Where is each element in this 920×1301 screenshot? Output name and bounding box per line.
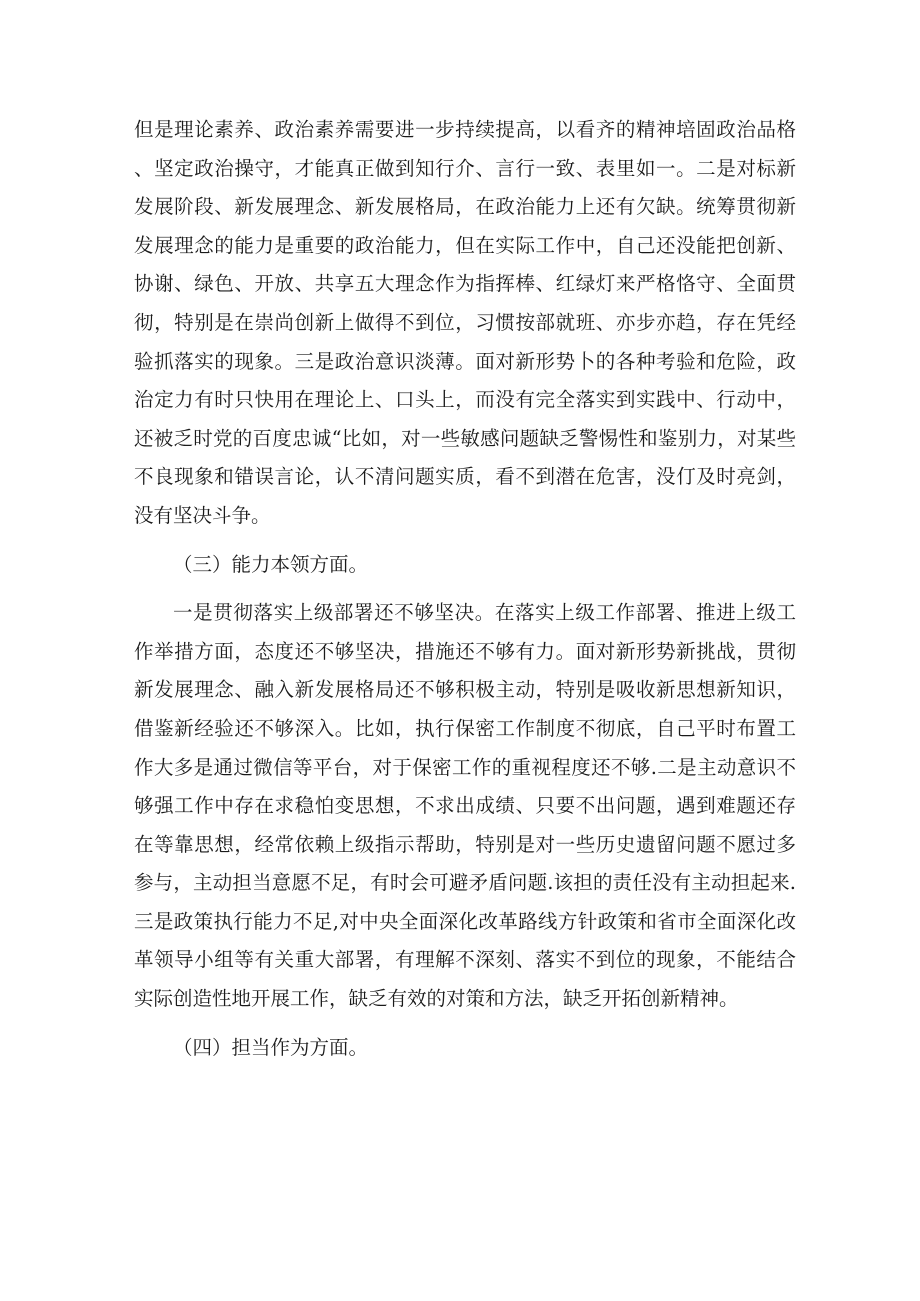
document-body	[134, 111, 796, 1067]
paragraph-gap	[134, 536, 796, 546]
paragraph-gap	[134, 1019, 796, 1029]
section-heading-responsibility: （四）担当作为方面。	[173, 1035, 369, 1059]
paragraph-political-ability: 但是理论素养、政治素养需要进一步持续提高，以看齐的精神培固政治品格、坚定政治操守，才能真正做到知行介、言行一致、表里如一。二是对标新发展阶段、新发展理念、新发展格局，在政治能力上还有欠缺。统筹贯彻新发展理念的能力是重要的政治能力，但在实际工作中，自己还没能把创新、协谢、绿色、开放、共享五大理念作为指挥棒、红绿灯来严格恪守、全面贯彻，特别是在崇尚创新上做得不到位，习惯按部就班、亦步亦趋，存在凭经验抓落实的现象。三是政治意识淡薄。面对新形势卜的各种考验和危险，政治定力有时只快用在理论上、口头上，而没有完全落实到实践中、行动中，还被乏时党的百度忠诚“比如，对一些敏感问题缺乏警惕性和鉴别力，对某些不良现象和错误言论，认不清问题实质，看不到潜在危害，没仃及时亮剑，没有坚决斗争。	[134, 118, 796, 527]
paragraph-ability-details: 一是贯彻落实上级部署还不够坚决。在落实上级工作部署、推进上级工作举措方面，态度还不够坚决，措施还不够有力。面对新形势新挑战，贯彻新发展理念、融入新发展格局还不够积极主动，特别是吸收新思想新知识，借鉴新经验还不够深入。比如，执行保密工作制度不彻底，自己平时布置工作大多是通过微信等平台，对于保密工作的重视程度还不够.二是主动意识不够强工作中存在求稳怕变思想，不求出成绩、只要不出问题，遇到难题还存在等靠思想，经常依赖上级指示帮助，特别是对一些历史遗留问题不愿过多参与，主动担当意愿不足，有时会可避矛盾问题.该担的责任没有主动担起来.三是政策执行能力不足,对中央全面深化改革路线方针政策和省市全面深化改革领导小组等有关重大部署，有理解不深刻、落实不到位的现象，不能结合实际创造性地开展工作，缺乏有效的对策和方法，缺乏开拓创新精神。	[134, 601, 796, 1011]
section-heading-ability: （三）能力本领方面。	[173, 552, 369, 576]
paragraph-gap	[134, 584, 796, 594]
